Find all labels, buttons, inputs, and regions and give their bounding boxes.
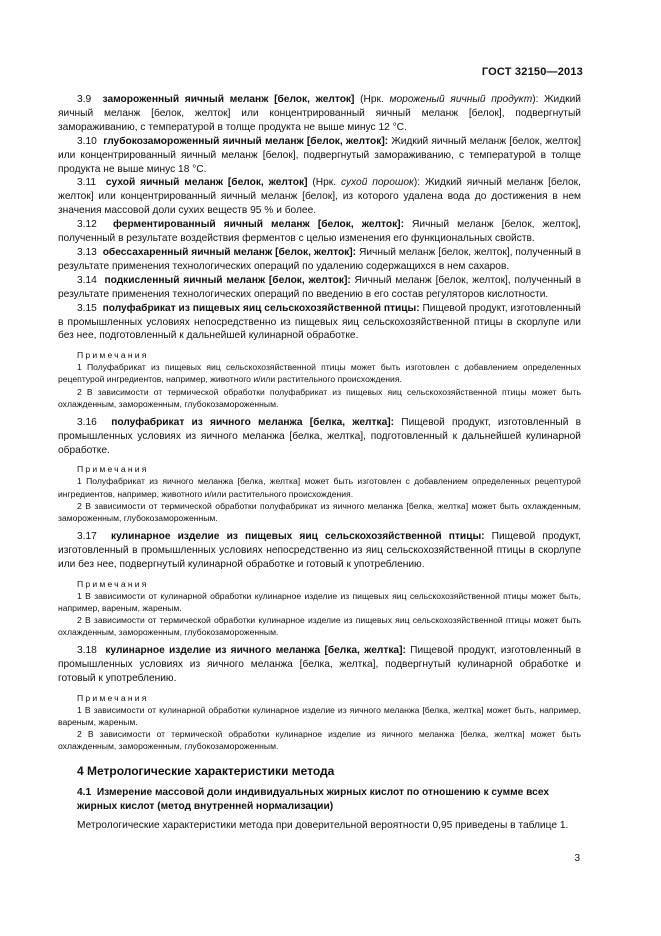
notes-3-16 — [58, 463, 581, 523]
term-title: обессахаренный яичный меланж [белок, желток]: — [102, 246, 357, 258]
subsection-4-1-heading: 4.1 Измерение массовой доли индивидуальных жирных кислот по отношению к сумме всех жирных кислот (метод внутренней нормализации) — [77, 786, 550, 812]
term-3-16: 3.16 полуфабрикат из яичного меланжа [белка, желтка]: Пищевой продукт, изготовленный в промышленных условиях из яичного меланжа [белка, желтка], подготовленный к дальнейшей кулинарной обработке. — [58, 416, 581, 456]
note-item: 2 В зависимости от термической обработки кулинарное изделие из яичного меланжа [белка, желтка] может быть охлажденным, замороженным, глубокозамороженным. — [58, 728, 581, 751]
doc-header: ГОСТ 32150—2013 — [481, 66, 583, 78]
term-3-18: 3.18 кулинарное изделие из яичного меланжа [белка, желтка]: Пищевой продукт, изготовленный в промышленных условиях из яичного меланжа [белка, желтка], подвергнутый кулинарной обработке и готовый к употреблению. — [58, 644, 582, 684]
term-3-15: 3.15 полуфабрикат из пищевых яиц сельскохозяйственной птицы: Пищевой продукт, изготовленный в промышленных условиях непосредственно из пищевых яиц сельскохозяйственной птицы в скорлупе или без нее, подготовленный к дальнейшей кулинарной обработке. — [58, 302, 581, 342]
term-3-17: 3.17 кулинарное изделие из пищевых яиц сельскохозяйственной птицы: Пищевой продукт, изготовленный в промышленных условиях непосредственно из яиц сельскохозяйственной птицы в скорлупе или без нее, подвергнутый кулинарной обработке и готовый к употреблению. — [58, 530, 581, 570]
term-title: кулинарное изделие из яичного меланжа [белка, желтка]: — [105, 644, 406, 656]
section-4-1-body: Метрологические характеристики метода при доверительной вероятности 0,95 приведены в таблице 1. — [77, 819, 569, 831]
term-title: кулинарное изделие из пищевых яиц сельскохозяйственной птицы: — [111, 530, 485, 542]
term-3-9: 3.9 замороженный яичный меланж [белок, желток] (Нрк. мороженый яичный продукт): Жидкий яичный меланж [белок, желток] или концентрированный яичный меланж [белок], подвергнутый замораживанию, с температурой в толще продукта не выше минус 12 °С. — [58, 94, 581, 133]
page-content — [58, 93, 581, 833]
notes-label: Примечания — [77, 578, 149, 589]
term-title: замороженный яичный меланж [белок, желток] — [102, 94, 355, 105]
notes-label: Примечания — [77, 464, 149, 475]
notes-label: Примечания — [77, 692, 149, 703]
note-item: 2 В зависимости от термической обработки полуфабрикат из пищевых яиц сельскохозяйственной птицы может быть охлажденным, замороженным, глубокозамороженным. — [58, 386, 581, 409]
note-item: 1 В зависимости от кулинарной обработки кулинарное изделие из пищевых яиц сельскохозяйственной птицы может быть, например, вареным, жареным. — [58, 590, 581, 613]
page-number: 3 — [574, 853, 580, 864]
note-item: 1 Полуфабрикат из пищевых яиц сельскохозяйственной птицы может быть изготовлен с добавлением определенных рецептурой ингредиентов, например, животного и/или растительного происхождения. — [58, 362, 581, 385]
note-item: 2 В зависимости от термической обработки кулинарное изделие из пищевых яиц сельскохозяйственной птицы может быть охлажденным, замороженным, глубокозамороженным. — [58, 614, 581, 637]
notes-label: Примечания — [77, 350, 149, 361]
term-3-12: 3.12 ферментированный яичный меланж [белок, желток]: Яичный меланж [белок, желток], полученный в результате воздействия ферментов с целью изменения его функциональных свойств. — [58, 219, 581, 245]
term-3-14: 3.14 подкисленный яичный меланж [белок, желток]: Яичный меланж [белок, желток], полученный в результате применения технологических операций по введению в его состав регуляторов кислотности. — [58, 274, 581, 300]
note-item: 1 В зависимости от кулинарной обработки кулинарное изделие из яичного меланжа [белка, желтка] может быть, например, вареным, жареным. — [58, 704, 581, 727]
notes-3-17 — [58, 578, 581, 638]
term-title: полуфабрикат из пищевых яиц сельскохозяйственной птицы: — [102, 302, 420, 314]
term-title: сухой яичный меланж [белок, желток] — [105, 177, 308, 189]
notes-3-18 — [58, 692, 581, 752]
note-item: 2 В зависимости от термической обработки полуфабрикат из яичного меланжа [белка, желтка] может быть охлажденным, замороженным, глубокозамороженным. — [58, 500, 581, 523]
term-3-10: 3.10 глубокозамороженный яичный меланж [белок, желток]: Жидкий яичный меланж [белок, желток] или концентрированный яичный меланж [белок], подвергнутый замораживанию, с температурой в толще продукта не выше минус 18 °С. — [58, 135, 581, 175]
term-3-11: 3.11 сухой яичный меланж [белок, желток] (Нрк. сухой порошок): Жидкий яичный меланж [белок, желток] или концентрированный яичный меланж [белок], из которого удалена вода до достижения в нем значения массовой доли сухих веществ 95 % и более. — [58, 177, 581, 217]
term-title: полуфабрикат из яичного меланжа [белка, желтка]: — [111, 416, 395, 428]
term-title: глубокозамороженный яичный меланж [белок, желток]: — [103, 135, 389, 147]
term-title: ферментированный яичный меланж [белок, желток]: — [113, 219, 404, 231]
notes-3-15 — [58, 349, 581, 409]
note-item: 1 Полуфабрикат из яичного меланжа [белка, желтка] может быть изготовлен с добавлением определенных рецептурой ингредиентов, например, животного и/или растительного происхождения. — [58, 476, 581, 499]
term-title: подкисленный яичный меланж [белок, желток]: — [104, 274, 351, 286]
term-3-13: 3.13 обессахаренный яичный меланж [белок, желток]: Яичный меланж [белок, желток], полученный в результате применения технологических операций по удалению содержащихся в нем сахаров. — [58, 246, 581, 272]
section-4-heading: 4 Метрологические характеристики метода — [77, 763, 335, 778]
